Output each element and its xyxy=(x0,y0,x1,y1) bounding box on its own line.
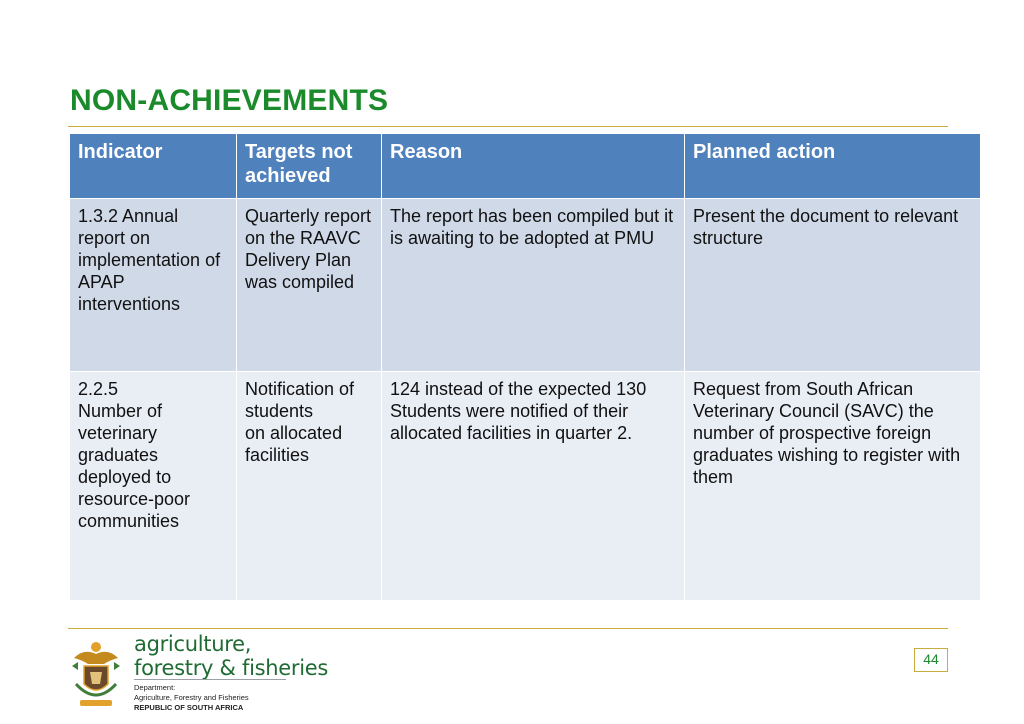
page-title: NON-ACHIEVEMENTS xyxy=(70,84,389,117)
dept-line-2: Agriculture, Forestry and Fisheries xyxy=(134,693,249,702)
logo-line-1: agriculture, xyxy=(134,632,252,656)
target-line-1: Notification of students xyxy=(245,379,355,421)
dept-line-3: REPUBLIC OF SOUTH AFRICA xyxy=(134,703,244,712)
non-achievements-table xyxy=(69,133,981,601)
title-divider xyxy=(68,126,948,127)
indicator-text: Number of veterinary graduates deployed to resource-poor communities xyxy=(78,401,191,531)
cell-reason: 124 instead of the expected 130 Students were notified of their allocated facilities in quarter 2. xyxy=(382,372,685,601)
table-row xyxy=(70,199,981,372)
header-reason: Reason xyxy=(382,134,685,199)
header-planned-action: Planned action xyxy=(685,134,981,199)
cell-indicator: 1.3.2 Annual report on implementation of APAP interventions xyxy=(70,199,237,372)
logo-divider xyxy=(134,679,286,680)
cell-target xyxy=(237,372,382,601)
cell-reason: The report has been compiled but it is awaiting to be adopted at PMU xyxy=(382,199,685,372)
header-targets: Targets not achieved xyxy=(237,134,382,199)
coat-of-arms-icon xyxy=(70,640,122,712)
table-header-row xyxy=(70,134,981,199)
page-number: 44 xyxy=(914,648,948,672)
header-indicator: Indicator xyxy=(70,134,237,199)
cell-action: Present the document to relevant structure xyxy=(685,199,981,372)
cell-target: Quarterly report on the RAAVC Delivery Plan was compiled xyxy=(237,199,382,372)
target-line-2: on allocated facilities xyxy=(245,423,343,465)
cell-action: Request from South African Veterinary Council (SAVC) the number of prospective foreign graduates wishing to register with them xyxy=(685,372,981,601)
footer-divider xyxy=(68,628,948,629)
indicator-code: 2.2.5 xyxy=(78,379,119,399)
logo-line-2: forestry & fisheries xyxy=(134,656,329,680)
department-label xyxy=(134,683,249,713)
ministry-logo-text xyxy=(134,632,328,680)
dept-line-1: Department: xyxy=(134,683,176,692)
cell-indicator xyxy=(70,372,237,601)
table-row xyxy=(70,372,981,601)
